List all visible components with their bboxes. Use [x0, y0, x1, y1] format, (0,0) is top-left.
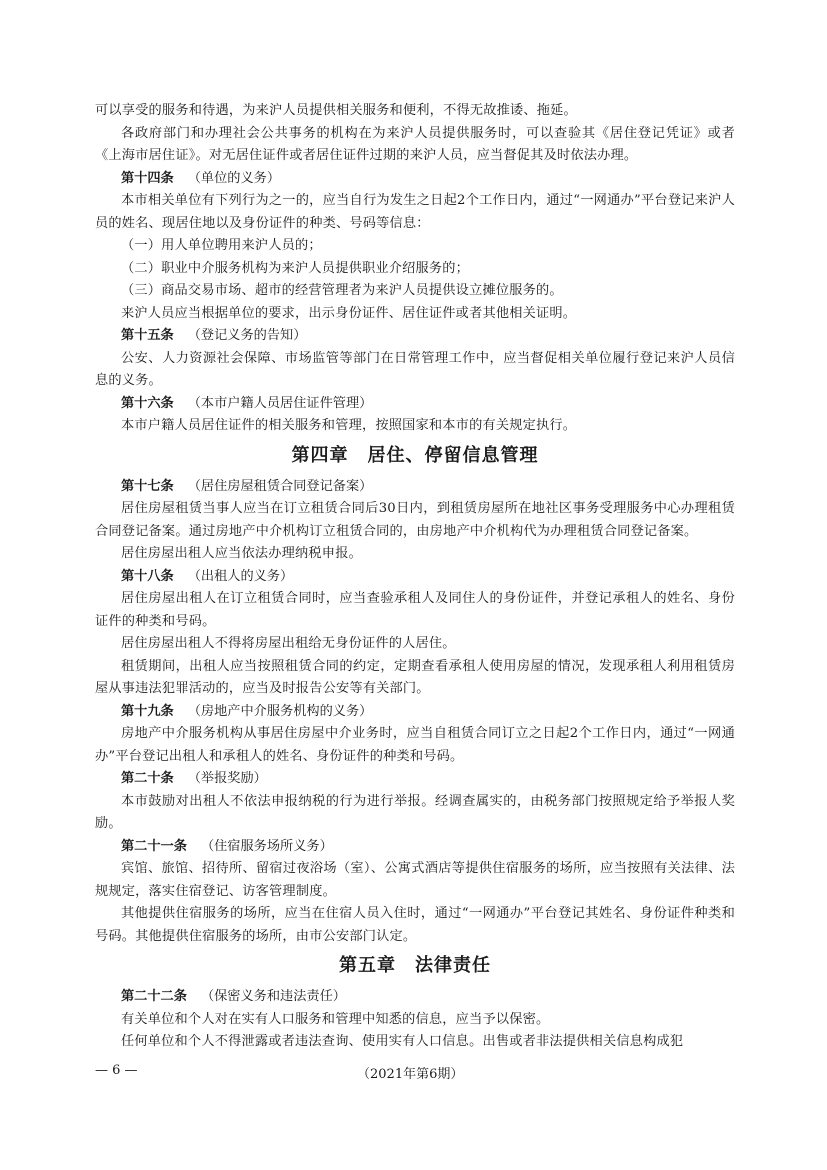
article-number: 第二十一条	[121, 838, 187, 854]
list-item: （一）用人单位聘用来沪人员的；	[121, 238, 322, 253]
paragraph: 居住房屋出租人不得将房屋出租给无身份证件的人居住。	[121, 636, 456, 651]
article-caption: （举报奖励）	[187, 771, 267, 786]
article-number: 第十六条	[121, 395, 174, 411]
paragraph: 居住房屋出租人在订立租赁合同时，应当查验承租人及同住人的身份证件，并登记承租人的姓名、身份证件的种类和号码。	[95, 591, 735, 629]
article-number: 第二十条	[121, 771, 174, 786]
paragraph: 宾馆、旅馆、招待所、留宿过夜浴场（室）、公寓式酒店等提供住宿服务的场所，应当按照有关法律、法规规定，落实住宿登记、访客管理制度。	[95, 861, 735, 899]
list-item: （三）商品交易市场、超市的经营管理者为来沪人员提供设立摊位服务的。	[121, 283, 563, 298]
article-number: 第二十二条	[121, 989, 187, 1004]
article-number: 第十七条	[121, 478, 174, 494]
paragraph: 其他提供住宿服务的场所，应当在住宿人员入住时，通过“一网通办”平台登记其姓名、身份证件种类和号码。其他提供住宿服务的场所，由市公安部门认定。	[95, 906, 735, 944]
document-body	[95, 100, 735, 1054]
article-heading-18	[95, 566, 735, 589]
article-number: 第十九条	[121, 703, 174, 719]
paragraph: 本市鼓励对出租人不依法申报纳税的行为进行举报。经调查属实的，由税务部门按照规定给予举报人奖励。	[95, 793, 735, 831]
paragraph: 居住房屋出租人应当依法办理纳税申报。	[121, 546, 362, 561]
page-number: — 6 —	[95, 1063, 138, 1078]
article-caption: （登记义务的告知）	[187, 328, 307, 343]
article-heading-19	[95, 701, 735, 724]
list-item: （二）职业中介服务机构为来沪人员提供职业介绍服务的；	[121, 260, 470, 276]
article-caption: （单位的义务）	[187, 170, 281, 186]
article-heading-16	[95, 393, 735, 416]
article-heading-14	[95, 168, 735, 191]
article-heading-17	[95, 476, 735, 499]
paragraph: 租赁期间，出租人应当按照租赁合同的约定，定期查看承租人使用房屋的情况，发现承租人利用租赁房屋从事违法犯罪活动的，应当及时报告公安等有关部门。	[95, 658, 735, 696]
article-caption: （居住房屋租赁合同登记备案）	[187, 478, 373, 494]
paragraph: 居住房屋租赁当事人应当在订立租赁合同后30日内，到租赁房屋所在地社区事务受理服务中心办理租赁合同登记备案。通过房地产中介机构订立租赁合同的，由房地产中介机构代为办理租赁合同登记备案。	[95, 501, 735, 539]
article-caption: （本市户籍人员居住证件管理）	[187, 395, 373, 411]
article-number: 第十八条	[121, 568, 174, 584]
article-heading-15	[95, 325, 735, 348]
paragraph: 有关单位和个人对在实有人口服务和管理中知悉的信息，应当予以保密。	[121, 1011, 550, 1027]
chapter-heading-4: 第四章 居住、停留信息管理	[291, 444, 539, 466]
paragraph: 本市相关单位有下列行为之一的，应当自行为发生之日起2个工作日内，通过“一网通办”平台登记来沪人员的姓名、现居住地以及身份证件的种类、号码等信息：	[95, 193, 735, 231]
paragraph: 可以享受的服务和待遇，为来沪人员提供相关服务和便利，不得无故推诿、拖延。	[95, 103, 577, 118]
article-heading-21	[95, 836, 735, 859]
paragraph: 来沪人员应当根据单位的要求，出示身份证件、居住证件或者其他相关证明。	[121, 305, 577, 321]
article-heading-22	[95, 986, 735, 1009]
article-caption: （保密义务和违法责任）	[200, 989, 346, 1004]
article-heading-20	[95, 768, 735, 791]
paragraph: 本市户籍人员居住证件的相关服务和管理，按照国家和本市的有关规定执行。	[121, 418, 577, 433]
chapter-heading-5: 第五章 法律责任	[339, 955, 491, 976]
paragraph: 房地产中介服务机构从事居住房屋中介业务时，应当自租赁合同订立之日起2个工作日内，通过“一网通办”平台登记出租人和承租人的姓名、身份证件的种类和号码。	[95, 726, 735, 764]
article-caption: （出租人的义务）	[187, 568, 294, 584]
paragraph: 各政府部门和办理社会公共事务的机构在为来沪人员提供服务时，可以查验其《居住登记凭证》或者《上海市居住证》。对无居住证件或者居住证件过期的来沪人员，应当督促其及时依法办理。	[95, 125, 735, 163]
paragraph: 公安、人力资源社会保障、市场监管等部门在日常管理工作中，应当督促相关单位履行登记来沪人员信息的义务。	[95, 350, 735, 388]
issue-label: （2021年第6期）	[357, 1067, 464, 1082]
paragraph: 任何单位和个人不得泄露或者违法查询、使用实有人口信息。出售或者非法提供相关信息构成犯	[121, 1034, 684, 1049]
article-caption: （住宿服务场所义务）	[200, 838, 333, 854]
article-caption: （房地产中介服务机构的义务）	[187, 703, 373, 719]
article-number: 第十五条	[121, 328, 174, 343]
article-number: 第十四条	[121, 170, 174, 186]
